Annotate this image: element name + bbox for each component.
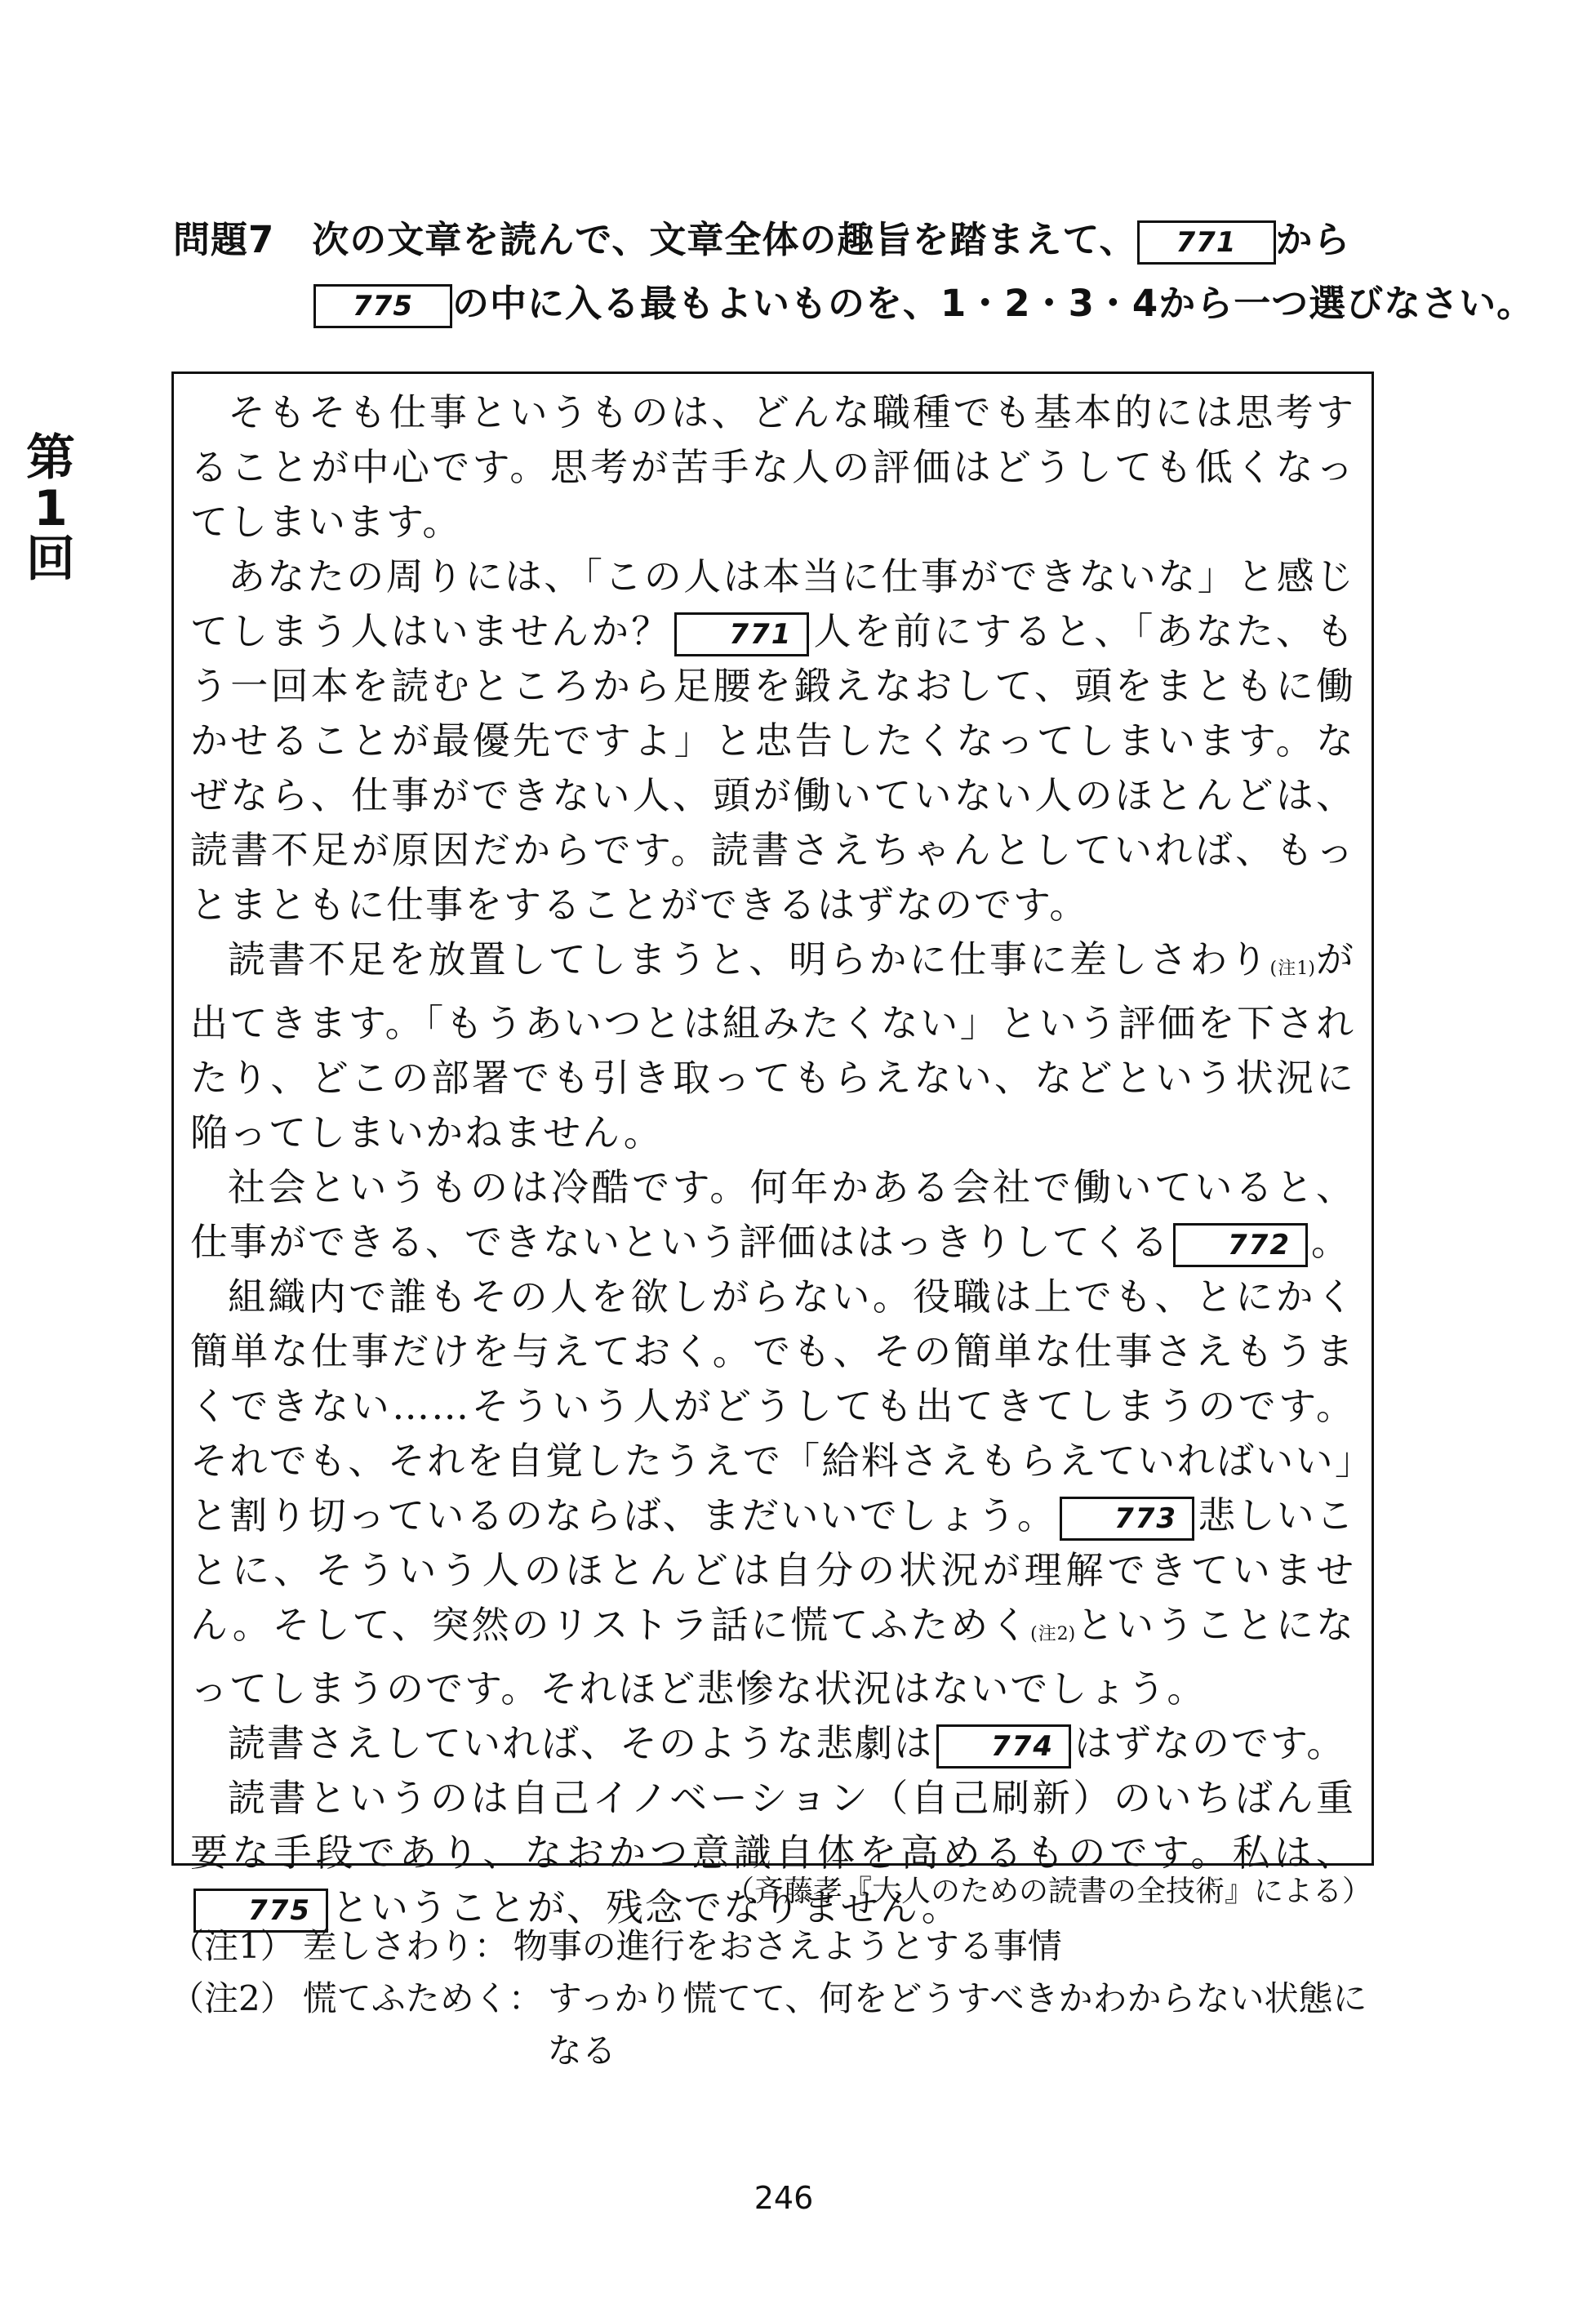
footnote-definition: 物事の進行をおさえようとする事情 [513, 1926, 1062, 1966]
passage-text: が出てきます。「もうあいつとは組みたくない」という評価を下されたり、どこの部署でも引き取ってもらえない、などという状況に陥ってしまいかねません。 [190, 937, 1356, 1155]
blank-773: 773 [1060, 1497, 1194, 1541]
instruction-line-1 [173, 208, 1447, 272]
passage-paragraph [190, 1160, 1355, 1270]
passage-text: 社会というものは冷酷です。何年かある会社で働いていると、仕事ができる、できないという評価ははっきりしてくる [190, 1165, 1355, 1264]
passage-text: 読書さえしていれば、そのような悲劇は [228, 1721, 933, 1765]
blank-771: 771 [674, 612, 809, 656]
page-number: 246 [754, 2180, 814, 2216]
instruction-line-2 [173, 272, 1535, 336]
passage-text: 読書というのは自己イノベーション（自己刷新）のいちばん重要な手段であり、なおかつ意識自体を高めるものです。私は、 [190, 1776, 1355, 1875]
instruction-suffix-1: から [1275, 218, 1351, 261]
instruction-prefix: 問題7 次の文章を読んで、文章全体の趣旨を踏まえて、 [173, 218, 1137, 261]
blank-775: 775 [313, 284, 452, 328]
blank-775: 775 [193, 1889, 328, 1933]
blank-771: 771 [1137, 220, 1276, 265]
footnote-term: 慌てふためく： [302, 1978, 543, 2018]
blank-774: 774 [936, 1724, 1071, 1769]
question-instruction [173, 208, 1535, 336]
passage-text: ということになってしまうのです。それほど悲惨な状況はないでしょう。 [190, 1603, 1355, 1711]
passage-paragraph [190, 1716, 1355, 1771]
round-tab-char: 回 [26, 531, 75, 588]
passage-text: 組織内で誰もその人を欲しがらない。役職は上でも、とにかく簡単な仕事だけを与えておく。でも、その簡単な仕事さえもうまくできない……そういう人がどうしても出てきてしまうのです。それでも、それを自覚したうえで「給料さえもらえていればいい」と割り切っているのならば、まだいいでしょう。 [190, 1275, 1355, 1537]
round-tab [18, 429, 83, 588]
footnote-term: 差しさわり： [302, 1926, 509, 1966]
footnote-definition: すっかり慌てて、何をどうすべきかわからない状態になる [547, 1978, 1367, 2071]
source-citation: （斉藤孝『大人のための読書の全技術』による） [724, 1875, 1371, 1908]
passage-text: 悲しいことに、そういう人のほとんどは自分の状況が理解できていません。そして、突然のリストラ話に慌てふためく [190, 1493, 1356, 1647]
passage-text: 。 [1311, 1220, 1350, 1264]
round-tab-char: 1 [33, 480, 68, 537]
passage-paragraph [190, 932, 1355, 1160]
note-reference: (注2) [1030, 1624, 1076, 1644]
footnote-label: （注1） [170, 1926, 295, 1966]
passage-paragraph [190, 549, 1355, 932]
passage-text: ということが、残念でなりません。 [331, 1885, 961, 1929]
footnote-label: （注2） [170, 1978, 295, 2018]
footnotes [170, 1920, 1386, 2077]
passage-text: あなたの周りには、「この人は本当に仕事ができないな」と感じてしまう人はいませんか？ [190, 554, 1355, 653]
passage-paragraph [190, 385, 1355, 549]
passage-paragraph [190, 1270, 1355, 1716]
passage-text: 人を前にすると、「あなた、もう一回本を読むところから足腰を鍛えなおして、頭をまともに働かせることが最優先ですよ」と忠告したくなってしまいます。なぜなら、仕事ができない人、頭が働いていない人のほとんどは、読書不足が原因だからです。読書さえちゃんとしていれば、もっとまともに仕事をすることができるはずなのです。 [190, 609, 1356, 927]
footnote [170, 1973, 1386, 2077]
footnote [170, 1920, 1386, 1973]
note-reference: (注1) [1269, 959, 1315, 979]
passage-text: はずなのです。 [1074, 1721, 1346, 1765]
passage-text: 読書不足を放置してしまうと、明らかに仕事に差しさわり [228, 937, 1270, 981]
instruction-suffix-2: の中に入る最もよいものを、1・2・3・4から一つ選びなさい。 [452, 282, 1535, 325]
blank-772: 772 [1173, 1223, 1308, 1267]
passage-text: そもそも仕事というものは、どんな職種でも基本的には思考することが中心です。思考が苦手な人の評価はどうしても低くなってしまいます。 [190, 390, 1355, 544]
round-tab-char: 第 [26, 429, 75, 487]
